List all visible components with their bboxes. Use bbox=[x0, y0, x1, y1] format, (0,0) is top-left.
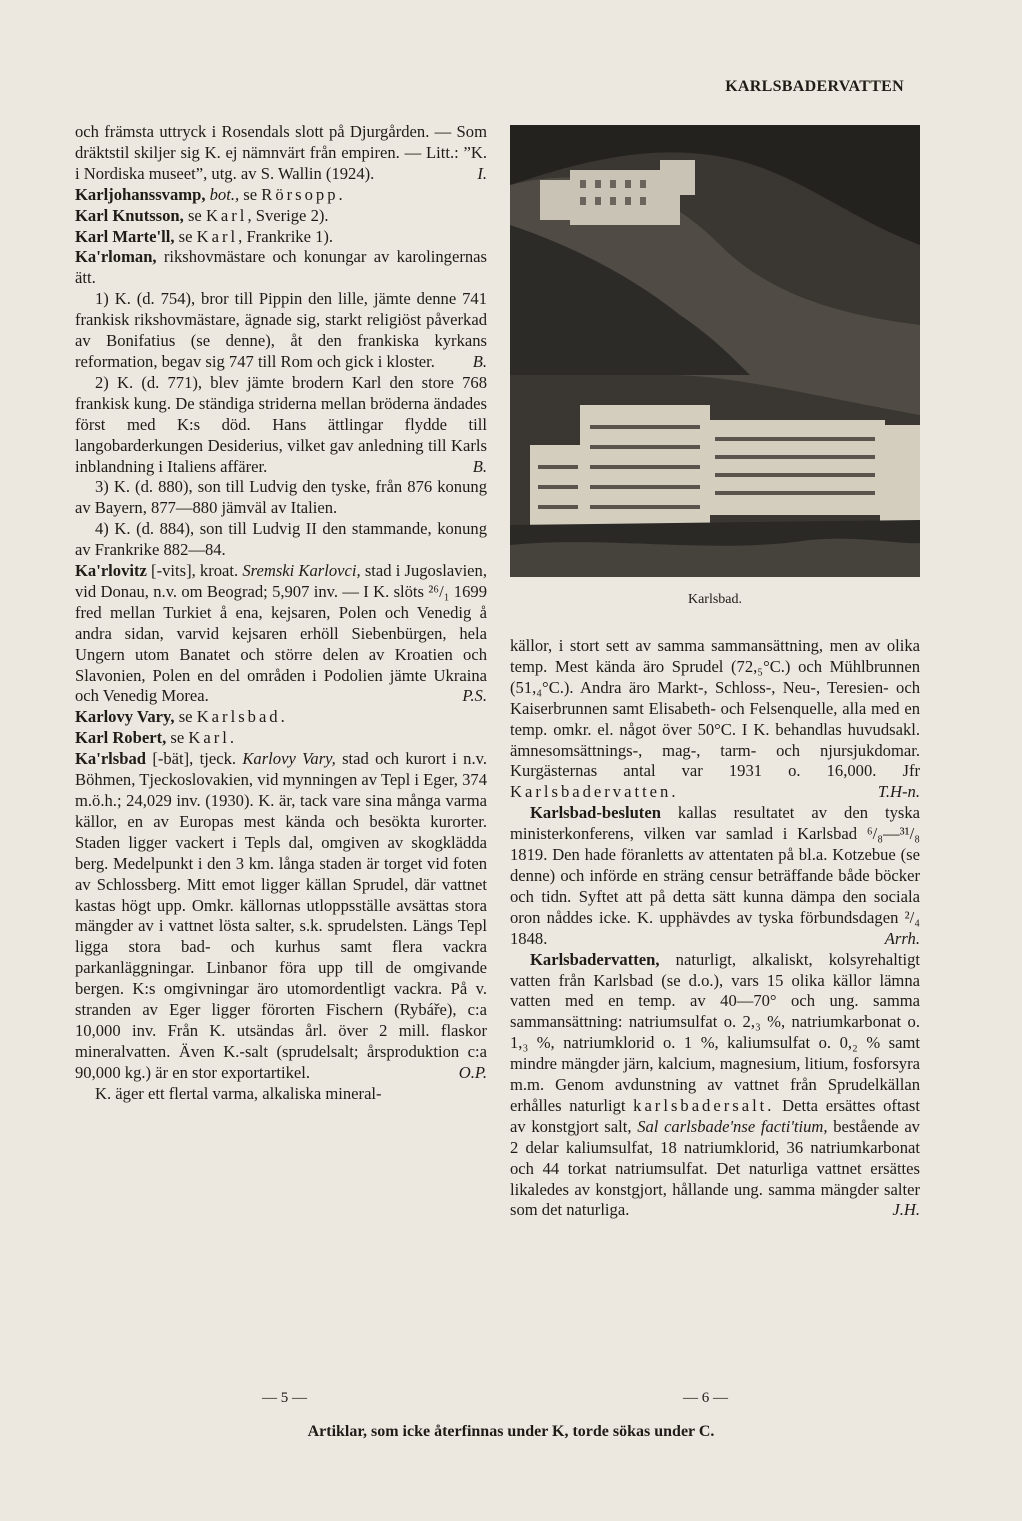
author-signature: B. bbox=[472, 351, 487, 371]
entry-text: [-bät], tjeck. bbox=[146, 749, 243, 769]
entry-continuation bbox=[510, 636, 920, 803]
entry-karloman bbox=[75, 247, 487, 289]
see-text: se bbox=[183, 205, 206, 225]
entry-subitem bbox=[75, 477, 487, 519]
cross-reference: Karl bbox=[196, 226, 239, 246]
entry-italic: Sal carlsbade'nse facti'tium, bbox=[637, 1116, 828, 1136]
entry-headword: Karl Marte'll, bbox=[75, 226, 175, 246]
entry-karlsbad bbox=[75, 749, 487, 1084]
entry-text: rikshovmästare och konungar av karolingernas ätt. bbox=[75, 247, 487, 288]
author-signature: P.S. bbox=[462, 686, 487, 706]
entry-text: K. äger ett flertal varma, alkaliska mineral- bbox=[95, 1083, 382, 1103]
figure-caption: Karlsbad. bbox=[687, 592, 743, 607]
entry-headword: Karlsbadervatten, bbox=[530, 949, 660, 969]
entry-abbrev: bot., bbox=[209, 184, 240, 204]
cross-reference: Rörsopp. bbox=[261, 184, 346, 204]
photo-illustration bbox=[510, 125, 920, 577]
entry-karlovitz bbox=[75, 561, 487, 707]
entry-text: , Sverige 2). bbox=[247, 205, 329, 225]
cross-reference: Karl. bbox=[188, 728, 238, 748]
entry-headword: Ka'rlovitz bbox=[75, 561, 147, 581]
entry-karlovy-vary bbox=[75, 707, 487, 728]
entry-headword: Ka'rloman, bbox=[75, 247, 157, 267]
see-text: se bbox=[239, 184, 262, 204]
entry-text: bestående av 2 delar kaliumsulfat, 18 natriumklorid, 36 natriumkarbonat och 44 torkat natriumsulfat. Det naturliga vattnet ersättes likaledes av konstgjort, hållande ung. samma mängder salter som det naturliga. bbox=[510, 1116, 920, 1220]
cross-reference: Karlsbad. bbox=[196, 707, 288, 727]
entry-text: 2) K. (d. 771), blev jämte brodern Karl den store 768 frankisk kung. De ständiga striderna mellan bröderna ändades först med K:s död. Hans ättlingar flydde till langobarderkungen Desiderius, vilket gav anledning till Karls inblandning i Italiens affärer. bbox=[75, 372, 487, 476]
cross-reference: Karl bbox=[205, 205, 248, 225]
author-signature: J.H. bbox=[892, 1200, 920, 1220]
entry-headword: Karlovy Vary, bbox=[75, 707, 175, 727]
entry-text: naturligt, alkaliskt, kolsyrehaltigt vatten från Karlsbad (se d.o.), vars 15 olika källor lämna vatten med en temp. av 40—70° och ung. samma sammansättning: natriumsulfat o. 2,₃ %, natriumkarbonat o. 1,₃ %, natriumklorid o. 1 %, kaliumsulfat o. 0,₂ % samt mindre mängder järn, kalcium, magnesium, litium, fosforsyra m.m. Genom avdunstning av vattnet från Sprudelkällan erhålles naturligt bbox=[510, 949, 920, 1115]
entry-headword: Ka'rlsbad bbox=[75, 749, 147, 769]
entry-karlsbadervatten bbox=[510, 950, 920, 1222]
entry-karl-robert bbox=[75, 728, 487, 749]
author-signature: I. bbox=[477, 163, 487, 183]
author-signature: Arrh. bbox=[884, 928, 920, 948]
see-text: se bbox=[174, 707, 197, 727]
running-head: KARLSBADERVATTEN bbox=[725, 78, 904, 95]
entry-headword: Karl Knutsson, bbox=[75, 205, 184, 225]
author-signature: B. bbox=[472, 456, 487, 476]
entry-continuation bbox=[75, 122, 487, 185]
right-column bbox=[510, 636, 920, 1221]
entry-text: [-vits], kroat. bbox=[146, 561, 243, 581]
entry-subitem bbox=[75, 289, 487, 373]
entry-text: , Frankrike 1). bbox=[238, 226, 334, 246]
author-signature: O.P. bbox=[458, 1062, 487, 1082]
footer-note: Artiklar, som icke återfinnas under K, torde sökas under C. bbox=[307, 1423, 715, 1440]
entry-subitem bbox=[75, 373, 487, 478]
entry-text: 1) K. (d. 754), bror till Pippin den lille, jämte denne 741 frankisk rikshovmästare, ägnade sig, starkt religiöst påverkad av Bonifatius (se denne), åt den frankiska kyrkans reformation, begav sig 747 till Rom och gick i kloster. bbox=[75, 289, 487, 371]
page-number-right: — 6 — bbox=[683, 1390, 728, 1406]
cross-reference: Karlsbadervatten. bbox=[510, 782, 679, 802]
cross-reference: karlsbadersalt. bbox=[633, 1095, 775, 1115]
author-signature: T.H-n. bbox=[877, 782, 920, 802]
entry-subitem bbox=[75, 519, 487, 561]
entry-text: 4) K. (d. 884), son till Ludvig II den stammande, konung av Frankrike 882—84. bbox=[75, 519, 487, 560]
entry-karl-knutsson bbox=[75, 206, 487, 227]
see-text: se bbox=[166, 728, 189, 748]
page-number-left: — 5 — bbox=[262, 1390, 307, 1406]
left-column bbox=[75, 122, 487, 1105]
entry-karljohanssvamp bbox=[75, 185, 487, 206]
entry-text: Detta ersättes oftast av konstgjort salt, bbox=[510, 1095, 920, 1136]
entry-italic: Karlovy Vary, bbox=[242, 749, 336, 769]
entry-text: stad och kurort i n.v. Böhmen, Tjeckoslovakien, vid mynningen av Tepl i Eger, 374 m.ö.h.; 24,029 inv. (1930). K. är, tack vare sina många varma källor, en av Europas mest kända och besökta kurorter. Staden ligger vackert i Tepls dal, omgiven av skogklädda berg. Medelpunkt i den 3 km. långa staden är torget vid foten av Schlossberg. Mitt emot ligger källan Sprudel, där vattnet kastas högt upp. Omkr. källornas utloppsställe avsättas stora mängder av i vattnet lösta salter, s.k. sprudelsten. Längs Tepl ligga stora bad- och kurhus samt flera vackra parkanläggningar. Linbanor föra upp till de omgivande bergen. K:s omgivningar äro utomordentligt vackra. På v. stranden av Eger ligger förorten Fischern (Rybáře), c:a 10,000 inv. Från K. utsändas årl. över 2 mill. flaskor mineralvatten. Även K.-salt (sprudelsalt; årsproduktion c:a 90,000 kg.) är en stor exportartikel. bbox=[75, 749, 487, 1082]
entry-headword: Karljohanssvamp, bbox=[75, 184, 206, 204]
entry-karlsbad-besluten bbox=[510, 803, 920, 949]
entry-subitem bbox=[75, 1084, 487, 1105]
entry-headword: Karlsbad-besluten bbox=[530, 803, 661, 823]
entry-text: källor, i stort sett av samma sammansättning, men av olika temp. Mest kända äro Sprudel (72,₅°C.) och Mühlbrunnen (51,₄°C.). Andra äro Markt-, Schloss-, Neu-, Teresien- och Kaiserbrunnen samt Elisabeth- och Felsenquelle, alla med en temp. omkr. el. något över 50°C. I K. behandlas huvudsakl. ämnesomsättnings-, mag-, tarm- och njursjukdomar. Kurgästernas antal var 1931 o. 16,000. Jfr bbox=[510, 636, 920, 781]
entry-text: stad i Jugoslavien, vid Donau, n.v. om Beograd; 5,907 inv. — I K. slöts ²⁶/₁ 1699 fred mellan Turkiet å ena, kejsaren, Polen och Venedig å andra sidan, varvid kejsaren erhöll Siebenbürgen, hela Ungern utom Banatet och större delen av Kroatien och Slavonien, Polen en del områden i Podolien jämte Ukraina och Venedig Morea. bbox=[75, 561, 487, 706]
entry-headword: Karl Robert, bbox=[75, 728, 167, 748]
karlsbad-photo bbox=[510, 125, 920, 577]
entry-text: 3) K. (d. 880), son till Ludvig den tyske, från 876 konung av Bayern, 877—880 jämväl av Italien. bbox=[75, 477, 487, 518]
entry-text: och främsta uttryck i Rosendals slott på Djurgården. — Som dräktstil skiljer sig K. ej nämnvärt från empiren. — Litt.: ”K. i Nordiska museet”, utg. av S. Wallin (1924). bbox=[75, 122, 487, 183]
see-text: se bbox=[174, 226, 197, 246]
entry-italic: Sremski Karlovci, bbox=[242, 561, 361, 581]
entry-karl-martell bbox=[75, 227, 487, 248]
entry-text: kallas resultatet av den tyska ministerkonferens, vilken var samlad i Karlsbad ⁶/₈—³¹/₈ 1819. Den hade föranletts av attentaten på bl.a. Kotzebue (se denne) och införde en sträng censur beträffande både böcker och tidn. Syftet att på detta sätt kunna dämpa den sociala oron nåddes icke. K. upphävdes av tyska förbundsdagen ²/₄ 1848. bbox=[510, 803, 920, 948]
